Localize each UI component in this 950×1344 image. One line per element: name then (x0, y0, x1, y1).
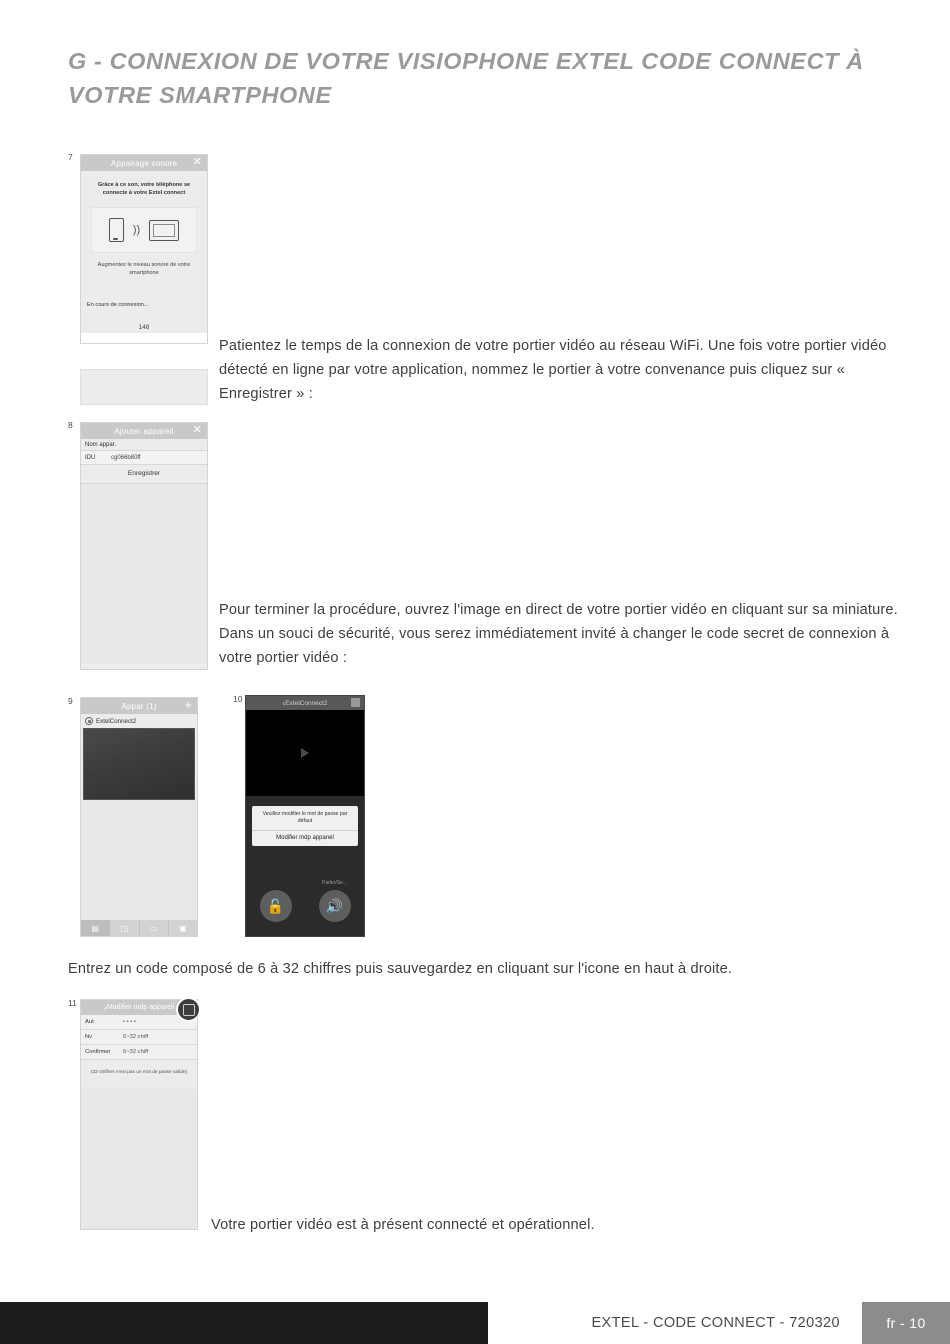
password-alert-dialog (252, 806, 358, 846)
titlebar-8-title: Ajouter appareil (114, 426, 174, 436)
titlebar-11 (81, 1000, 197, 1015)
play-icon[interactable] (301, 748, 309, 758)
confirm-password-row[interactable] (81, 1045, 197, 1060)
back-icon[interactable]: ‹ (103, 1002, 107, 1013)
save-glyph (183, 1004, 195, 1016)
talk-label: Parler/Se... (321, 880, 347, 886)
titlebar-7 (81, 155, 207, 171)
close-icon[interactable]: ✕ (192, 156, 202, 168)
screenshot-11-modify-password (80, 999, 198, 1230)
screenshot-7-footer (81, 333, 207, 343)
new-password-placeholder: 6~32 chiff (123, 1034, 149, 1040)
screenshot-10-live-view (245, 695, 365, 937)
pairing-illustration (91, 207, 197, 253)
paragraph-1: Patientez le temps de la connexion de votre portier vidéo au réseau WiFi. Une fois votre portier vidéo détecté en ligne par votre application, nommez le portier à votre convenance puis cliquez sur « Enregistrer » : (219, 338, 887, 402)
save-button[interactable]: Enregistrer (81, 465, 207, 484)
figure-number-11: 11 (68, 998, 77, 1008)
live-controls (246, 880, 364, 922)
screenshot-8-empty-area (81, 484, 207, 664)
device-id-row[interactable] (81, 450, 207, 465)
pairing-message: Grâce à ce son, votre téléphone se connecte à votre Extel connect (97, 182, 191, 196)
modify-password-button[interactable]: Modifier mdp appareil (276, 835, 334, 841)
screenshot-9-device-list (80, 697, 198, 937)
bottom-tabbar (81, 920, 197, 936)
tab-moniteur[interactable]: ▭ (140, 920, 169, 936)
paragraph-3: Entrez un code composé de 6 à 32 chiffres puis sauvegardez en cliquant sur l'icone en haut à droite. (68, 961, 733, 977)
settings-icon[interactable] (351, 698, 360, 707)
speaker-icon: 🔊 (325, 897, 344, 914)
password-hint: (32 chiffres n'est pas un mot de passe valide) (90, 1070, 188, 1075)
monitor-icon (149, 220, 179, 241)
save-icon[interactable] (176, 997, 201, 1022)
titlebar-9 (81, 698, 197, 714)
device-name-label: Nom appar. (81, 439, 207, 450)
paragraph-4: Votre portier vidéo est à présent connecté et opérationnel. (211, 1217, 595, 1233)
device-name: ExtelConnect2 (96, 717, 137, 725)
screenshot-7-appairage-sonore (80, 154, 208, 344)
screenshot-9-empty-area (81, 800, 197, 928)
titlebar-9-title: Appar (1) (121, 701, 157, 711)
figure-number-9: 9 (68, 696, 73, 706)
device-id-key: IDU (85, 454, 96, 461)
footer-text: EXTEL - CODE CONNECT - 720320 (591, 1315, 840, 1331)
tab-images[interactable]: ▣ (179, 923, 187, 933)
status-dot-icon (85, 717, 93, 725)
pairing-subtext: Augmentez le niveau sonore de votre smartphone (97, 262, 191, 276)
footer-page-badge: fr - 10 (862, 1302, 950, 1344)
confirm-password-placeholder: 6~32 chiff (123, 1049, 149, 1055)
page-title: G - CONNEXION DE VOTRE VISIOPHONE EXTEL CODE CONNECT À VOTRE SMARTPHONE (68, 48, 864, 108)
back-icon[interactable]: ‹ (282, 698, 286, 708)
figure-number-8: 8 (68, 420, 73, 430)
alert-message: Veuillez modifier le mot de passe par défaut (252, 806, 358, 831)
sound-wave-icon: )) (132, 223, 141, 236)
paragraph-2: Pour terminer la procédure, ouvrez l'image en direct de votre portier vidéo en cliquant sur sa miniature. Dans un souci de sécurité, vous serez immédiatement invité à changer le code secret de connexion à votre portier vidéo : (219, 602, 898, 666)
unlock-button[interactable] (260, 890, 292, 922)
titlebar-7-title: Appairage sonore (110, 158, 178, 168)
screenshot-7-lower-strip (80, 369, 208, 405)
list-item[interactable] (81, 714, 197, 728)
smartphone-icon (109, 218, 124, 242)
screenshot-11-empty-area (81, 1089, 197, 1229)
old-password-label: Aut (85, 1019, 94, 1025)
device-id-value: cg066b80ff (111, 454, 141, 461)
figure-number-10: 10 (233, 694, 243, 704)
titlebar-10 (246, 696, 364, 710)
titlebar-10-title: ExtelConnect2 (285, 699, 328, 707)
live-video-area[interactable] (246, 710, 364, 796)
connection-status: En cours de connexion... (87, 302, 149, 308)
lock-icon: 🔓 (266, 897, 285, 914)
screenshot-8-ajouter-appareil (80, 422, 208, 670)
titlebar-8 (81, 423, 207, 439)
tab-appareils[interactable]: ▤ (81, 920, 110, 936)
close-icon[interactable]: ✕ (192, 424, 202, 436)
confirm-password-label: Confirmer (85, 1049, 111, 1055)
add-device-icon[interactable]: + (184, 698, 192, 712)
old-password-value: • • • • (123, 1019, 136, 1025)
footer-bar (0, 1302, 488, 1344)
figure-number-7: 7 (68, 152, 73, 162)
new-password-row[interactable] (81, 1030, 197, 1045)
new-password-label: Nv (85, 1034, 93, 1040)
camera-thumbnail[interactable] (83, 728, 195, 800)
titlebar-11-title: Modifier mdp appareil (106, 1004, 175, 1011)
page-number-label: 148 (138, 324, 150, 331)
tab-alertes[interactable]: ◳ (110, 920, 139, 936)
talk-button[interactable] (319, 880, 351, 922)
